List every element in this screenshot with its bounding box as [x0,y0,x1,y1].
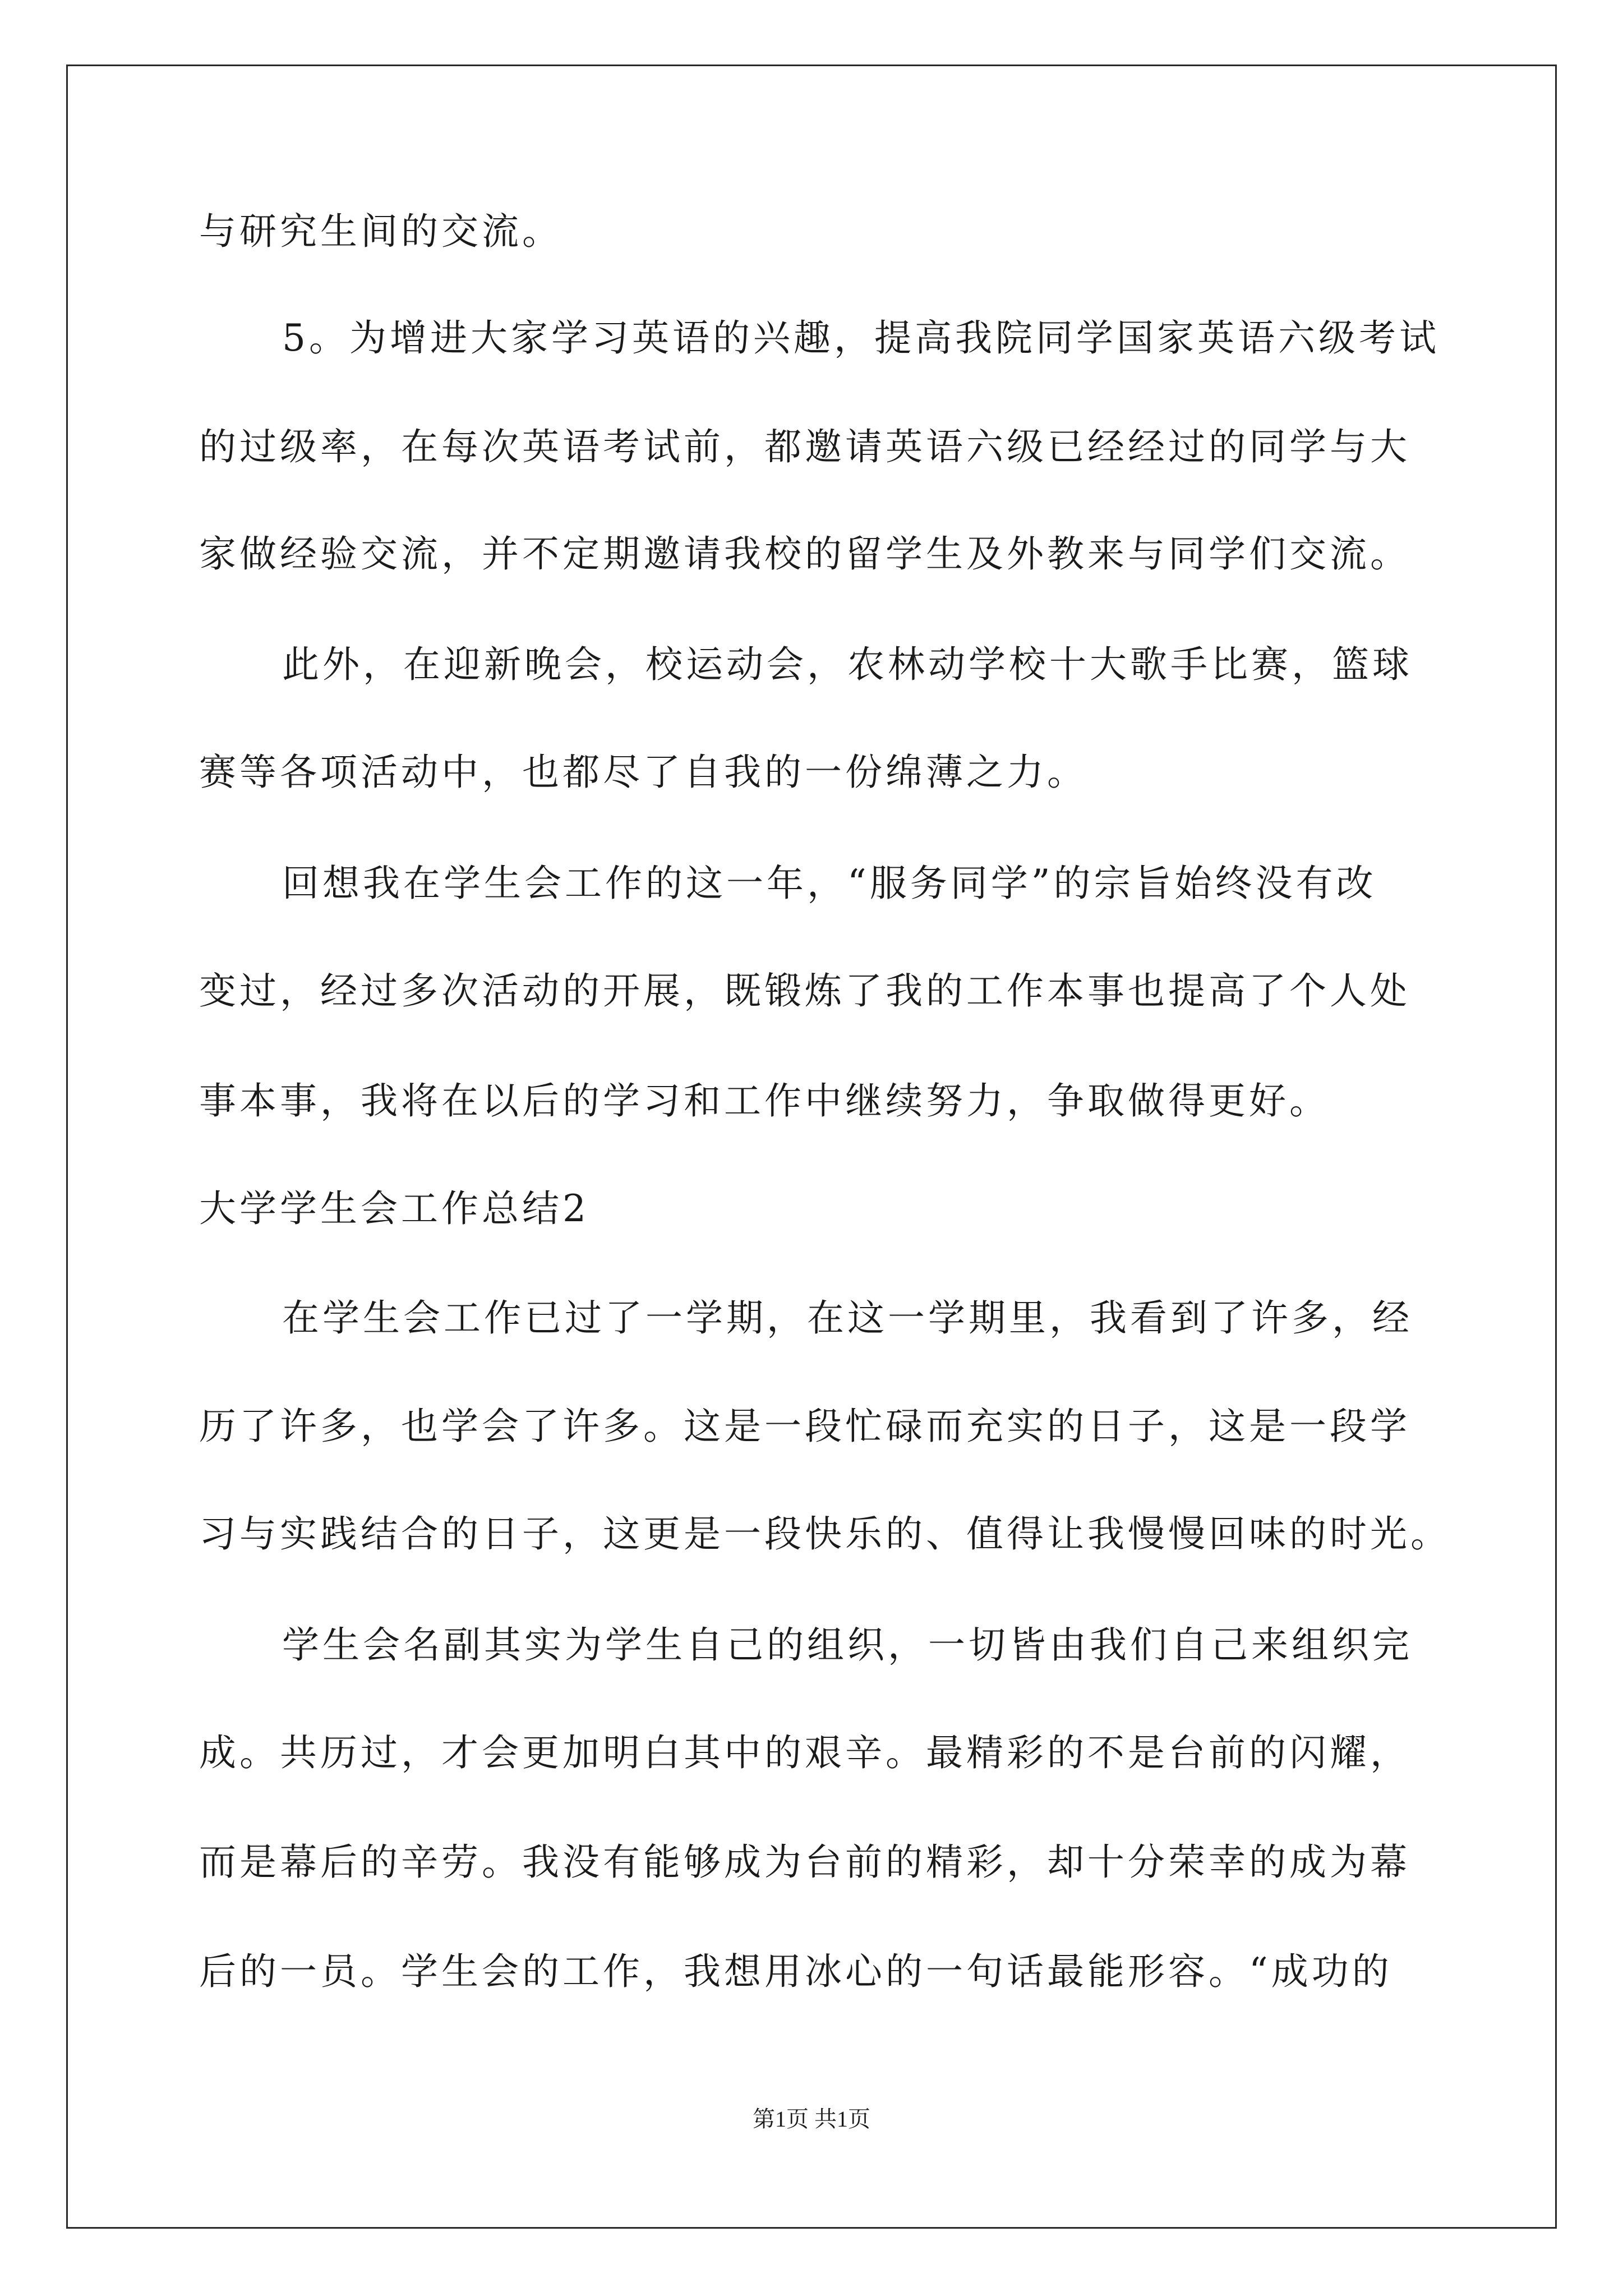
text-line: 回想我在学生会工作的这一年，“服务同学”的宗旨始终没有改 [282,862,1377,905]
text-line: 习与实践结合的日子，这更是一段快乐的、值得让我慢慢回味的时光。 [199,1512,1451,1556]
text-line: 5。为增进大家学习英语的兴趣，提高我院同学国家英语六级考试 [282,316,1440,360]
page-border [66,65,1557,2229]
text-line: 成。共历过，才会更加明白其中的艰辛。最精彩的不是台前的闪耀， [199,1731,1410,1774]
text-line: 事本事，我将在以后的学习和工作中继续努力，争取做得更好。 [199,1079,1330,1122]
text-line: 变过，经过多次活动的开展，既锻炼了我的工作本事也提高了个人处 [199,969,1410,1013]
page-footer: 第1页 共1页 [753,2106,870,2132]
section-heading: 大学学生会工作总结2 [199,1187,589,1230]
text-line: 家做经验交流，并不定期邀请我校的留学生及外教来与同学们交流。 [199,532,1410,576]
text-line: 赛等各项活动中，也都尽了自我的一份绵薄之力。 [199,751,1087,794]
text-line: 学生会名副其实为学生自己的组织，一切皆由我们自己来组织完 [282,1623,1413,1667]
text-line: 历了许多，也学会了许多。这是一段忙碌而充实的日子，这是一段学 [199,1405,1410,1448]
text-line: 此外，在迎新晚会，校运动会，农林动学校十大歌手比赛，篮球 [282,643,1413,686]
text-line: 后的一员。学生会的工作，我想用冰心的一句话最能形容。“成功的 [199,1950,1393,1993]
text-line: 在学生会工作已过了一学期，在这一学期里，我看到了许多，经 [282,1296,1413,1340]
text-line: 与研究生间的交流。 [199,210,562,253]
text-line: 的过级率，在每次英语考试前，都邀请英语六级已经经过的同学与大 [199,425,1410,468]
text-line: 而是幕后的辛劳。我没有能够成为台前的精彩，却十分荣幸的成为幕 [199,1841,1410,1884]
